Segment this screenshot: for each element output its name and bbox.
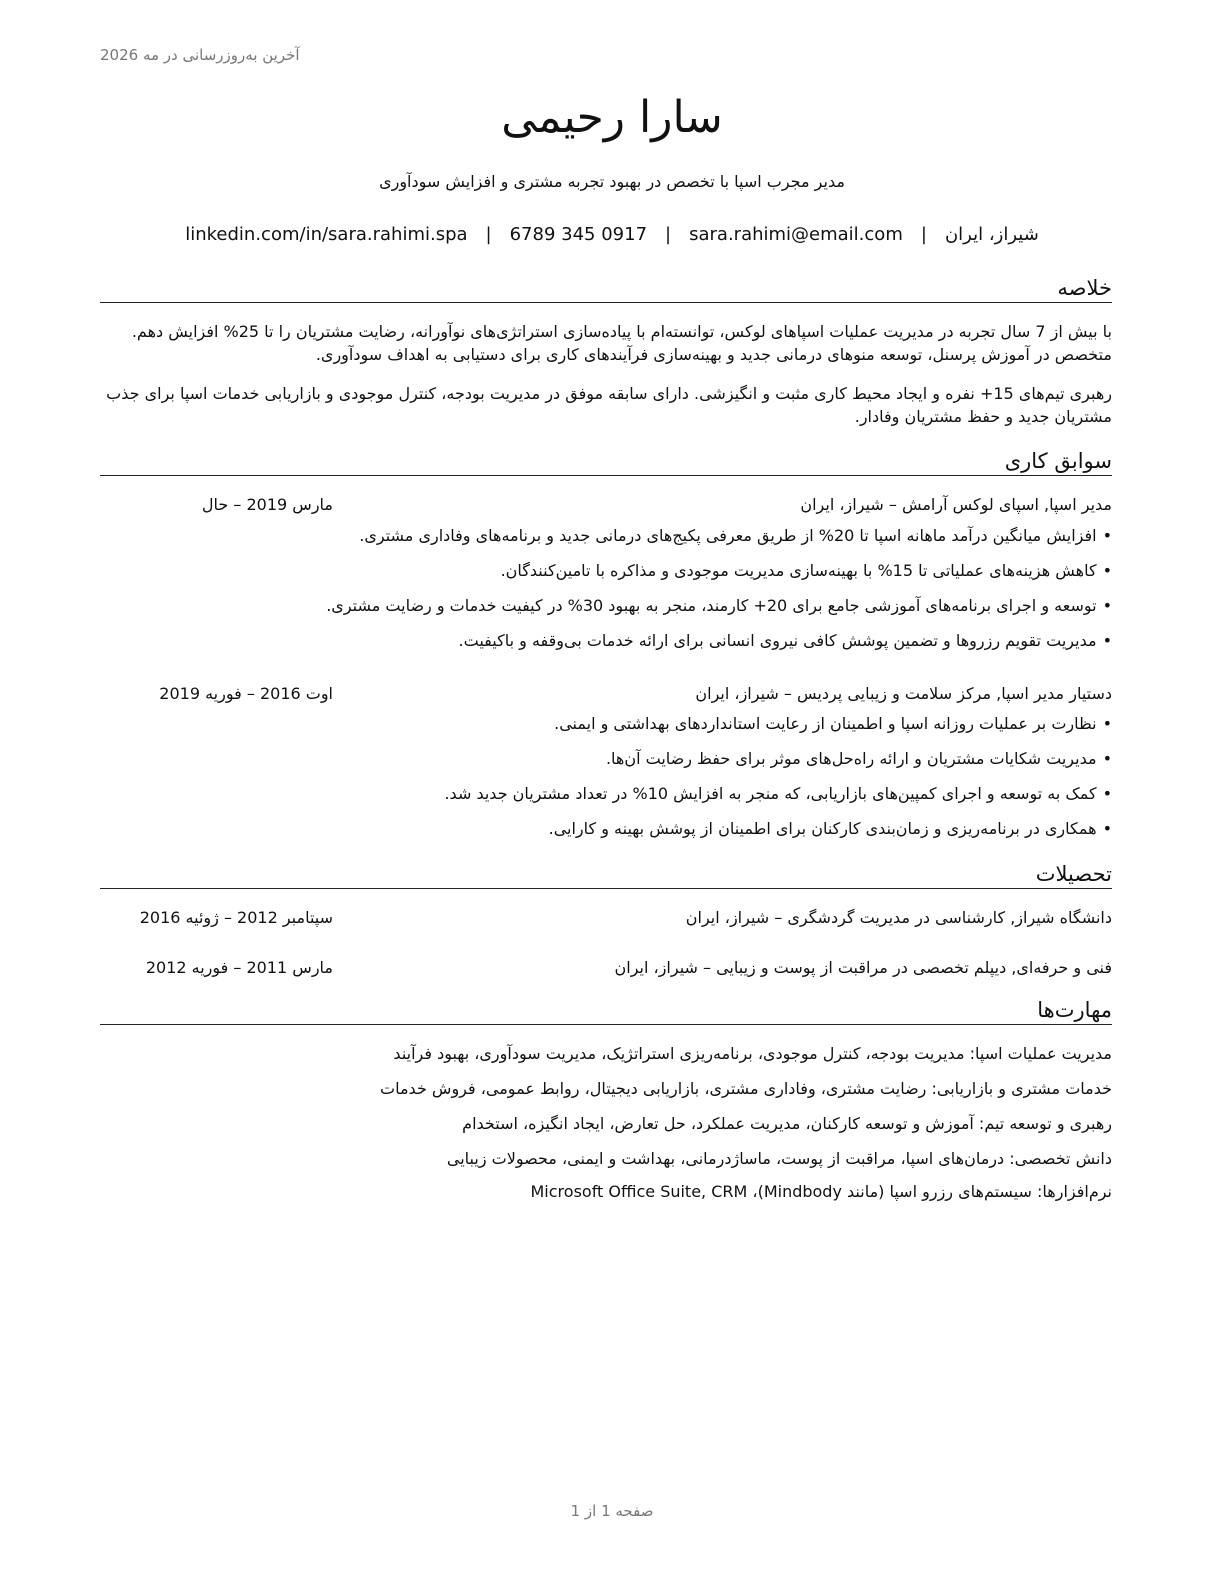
job-bullet [100, 714, 1112, 733]
page-number: صفحه 1 از 1 [570, 1502, 654, 1520]
summary-paragraph: رهبری تیم‌های 15+ نفره و ایجاد محیط کاری مثبت و انگیزشی. دارای سابقه موفق در مدیریت بودجه، کنترل موجودی و بازاریابی خدمات اسپا برای جذب مشتریان جدید و حفظ مشتریان وفادار. [106, 384, 1112, 426]
bullet-dot-icon: • [1102, 596, 1112, 615]
job-bullet [100, 819, 1112, 838]
skill-line: نرم‌افزارها: سیستم‌های رزرو اسپا (مانند Mindbody)، Microsoft Office Suite, CRM [530, 1182, 1112, 1201]
education-heading: تحصیلات [100, 862, 1112, 889]
last-updated-note: آخرین به‌روزرسانی در مه 2026 [100, 46, 300, 64]
candidate-name: سارا رحیمی [501, 92, 723, 143]
job-bullet-text: افزایش میانگین درآمد ماهانه اسپا تا 20% از طریق معرفی پکیج‌های درمانی جدید و برنامه‌های وفاداری مشتری. [359, 526, 1097, 545]
skill-line: دانش تخصصی: درمان‌های اسپا، مراقبت از پوست، ماساژدرمانی، بهداشت و ایمنی، محصولات زیبایی [446, 1149, 1112, 1168]
job-role: مدیر اسپا, اسپای لوکس آرامش – شیراز، ایران [800, 495, 1112, 514]
candidate-tagline: مدیر مجرب اسپا با تخصص در بهبود تجربه مشتری و افزایش سودآوری [379, 172, 845, 191]
job-dates: مارس 2019 – حال [201, 495, 333, 514]
contact-separator: | [485, 224, 492, 245]
experience-heading: سوابق کاری [100, 449, 1112, 476]
contact-separator: | [665, 224, 672, 245]
job-bullet-text: مدیریت شکایات مشتریان و ارائه راه‌حل‌های موثر برای حفظ رضایت آن‌ها. [605, 749, 1097, 768]
job-bullet-text: کمک به توسعه و اجرای کمپین‌های بازاریابی، که منجر به افزایش 10% در تعداد مشتریان جدید شد. [444, 784, 1097, 803]
summary-paragraph: با بیش از 7 سال تجربه در مدیریت عملیات اسپاهای لوکس، توانسته‌ام با پیاده‌سازی استراتژی‌های نوآورانه، رضایت مشتریان را تا 25% افزایش دهم. متخصص در آموزش پرسنل، توسعه منوهای درمانی جدید و بهینه‌سازی فرآیندهای کاری برای دستیابی به اهداف سودآوری. [131, 322, 1112, 364]
job-bullet-text: توسعه و اجرای برنامه‌های آموزشی جامع برای 20+ کارمند، منجر به بهبود 30% در کیفیت خدمات و رضایت مشتری. [326, 596, 1097, 615]
skills-heading: مهارت‌ها [100, 998, 1112, 1025]
contact-line [0, 224, 1224, 245]
job-bullet [100, 749, 1112, 768]
contact-linkedin[interactable]: linkedin.com/in/sara.rahimi.spa [185, 224, 468, 245]
summary-heading: خلاصه [100, 276, 1112, 303]
bullet-dot-icon: • [1102, 819, 1112, 838]
bullet-dot-icon: • [1102, 784, 1112, 803]
bullet-dot-icon: • [1102, 749, 1112, 768]
job-bullet-text: نظارت بر عملیات روزانه اسپا و اطمینان از رعایت استانداردهای بهداشتی و ایمنی. [554, 714, 1097, 733]
job-bullet [100, 631, 1112, 650]
skill-line: مدیریت عملیات اسپا: مدیریت بودجه، کنترل موجودی، برنامه‌ریزی استراتژیک، مدیریت سودآوری، بهبود فرآیند [393, 1044, 1112, 1063]
job-bullet-text: مدیریت تقویم رزروها و تضمین پوشش کافی نیروی انسانی برای ارائه خدمات بی‌وقفه و باکیفیت. [458, 631, 1097, 650]
job-bullet [100, 526, 1112, 545]
job-bullet [100, 561, 1112, 580]
job-bullet [100, 784, 1112, 803]
education-degree: دانشگاه شیراز, کارشناسی در مدیریت گردشگری – شیراز، ایران [685, 908, 1112, 927]
job-dates: اوت 2016 – فوریه 2019 [159, 684, 333, 703]
contact-separator: | [920, 224, 927, 245]
bullet-dot-icon: • [1102, 526, 1112, 545]
job-role: دستیار مدیر اسپا, مرکز سلامت و زیبایی پردیس – شیراز، ایران [695, 684, 1112, 703]
education-dates: مارس 2011 – فوریه 2012 [145, 958, 333, 977]
education-degree: فنی و حرفه‌ای, دیپلم تخصصی در مراقبت از پوست و زیبایی – شیراز، ایران [614, 958, 1112, 977]
contact-location: شیراز، ایران [944, 224, 1039, 245]
job-bullet-text: همکاری در برنامه‌ریزی و زمان‌بندی کارکنان برای اطمینان از پوشش بهینه و کارایی. [548, 819, 1097, 838]
bullet-dot-icon: • [1102, 631, 1112, 650]
job-bullet-text: کاهش هزینه‌های عملیاتی تا 15% با بهینه‌سازی مدیریت موجودی و مذاکره با تامین‌کنندگان. [500, 561, 1097, 580]
bullet-dot-icon: • [1102, 561, 1112, 580]
education-dates: سپتامبر 2012 – ژوئیه 2016 [139, 908, 333, 927]
contact-email[interactable]: sara.rahimi@email.com [689, 224, 903, 245]
skill-line: خدمات مشتری و بازاریابی: رضایت مشتری، وفاداری مشتری، بازاریابی دیجیتال، روابط عمومی، فروش خدمات [380, 1079, 1112, 1098]
bullet-dot-icon: • [1102, 714, 1112, 733]
job-bullet [100, 596, 1112, 615]
skill-line: رهبری و توسعه تیم: آموزش و توسعه کارکنان، مدیریت عملکرد، حل تعارض، ایجاد انگیزه، استخدام [462, 1114, 1112, 1133]
contact-phone[interactable]: 6789 345 0917 [509, 224, 648, 245]
